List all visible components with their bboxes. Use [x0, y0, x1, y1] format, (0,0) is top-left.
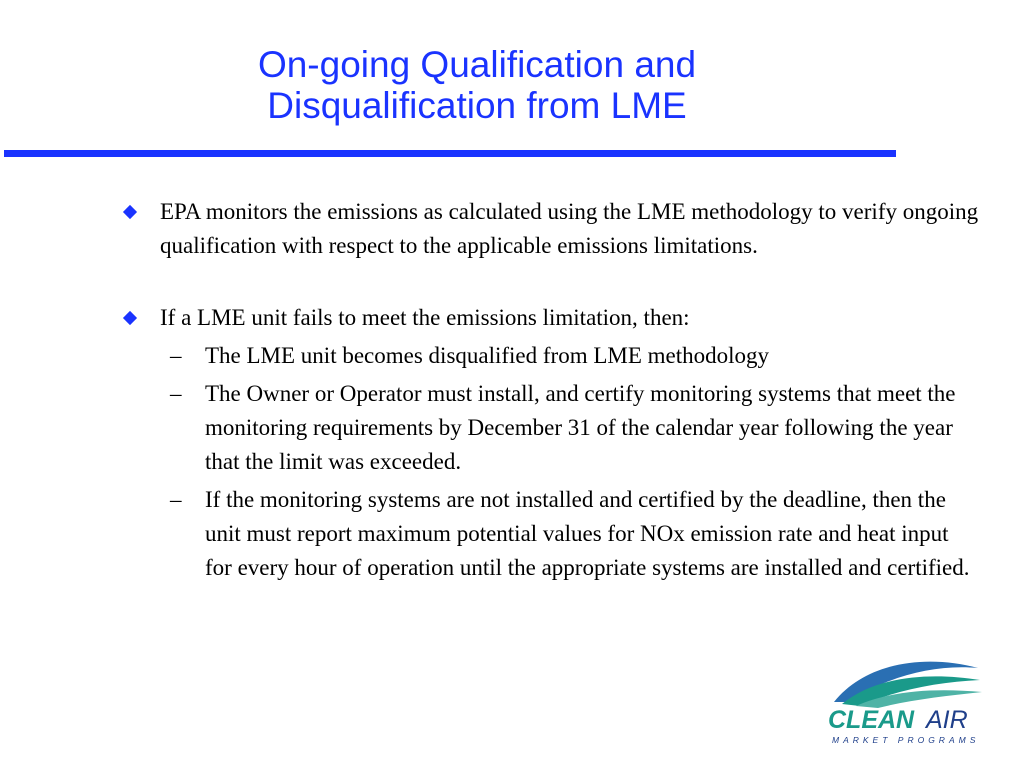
title-line-2: Disqualification from LME [267, 85, 687, 126]
sub-bullet-list [120, 339, 980, 585]
sub-bullet-item [120, 339, 980, 373]
dash-bullet-icon: – [170, 381, 182, 406]
logo-swoosh-icon [826, 650, 984, 746]
logo-tagline-text: MARKET PROGRAMS [832, 735, 980, 745]
diamond-bullet-icon [123, 205, 137, 219]
dash-bullet-icon: – [170, 487, 182, 512]
bullet-item [120, 195, 980, 263]
diamond-bullet-icon [123, 311, 137, 325]
clean-air-markets-logo [826, 650, 984, 746]
sub-bullet-item [120, 483, 980, 585]
title-line-1: On-going Qualification and [257, 44, 697, 85]
slide-title [0, 44, 954, 126]
bullet-item [120, 301, 980, 335]
bullet-text: EPA monitors the emissions as calculated using the LME methodology to verify ongoing qualification with respect to the applicable emissions limitations. [160, 199, 979, 258]
bullet-text: If a LME unit fails to meet the emissions limitation, then: [160, 305, 690, 330]
logo-clean-text: CLEAN [828, 706, 915, 734]
sub-bullet-text: The LME unit becomes disqualified from LME methodology [205, 343, 770, 368]
dash-bullet-icon: – [170, 343, 182, 368]
sub-bullet-text: The Owner or Operator must install, and certify monitoring systems that meet the monitoring requirements by December 31 of the calendar year following the year that the limit was exceeded. [205, 381, 956, 474]
sub-bullet-text: If the monitoring systems are not installed and certified by the deadline, then the unit must report maximum potential values for NOx emission rate and heat input for every hour of operation until the appropriate systems are installed and certified. [205, 487, 970, 580]
title-underline-rule [4, 150, 896, 157]
logo-air-text: AIR [926, 706, 968, 734]
slide-body [120, 195, 980, 585]
sub-bullet-item [120, 377, 980, 479]
